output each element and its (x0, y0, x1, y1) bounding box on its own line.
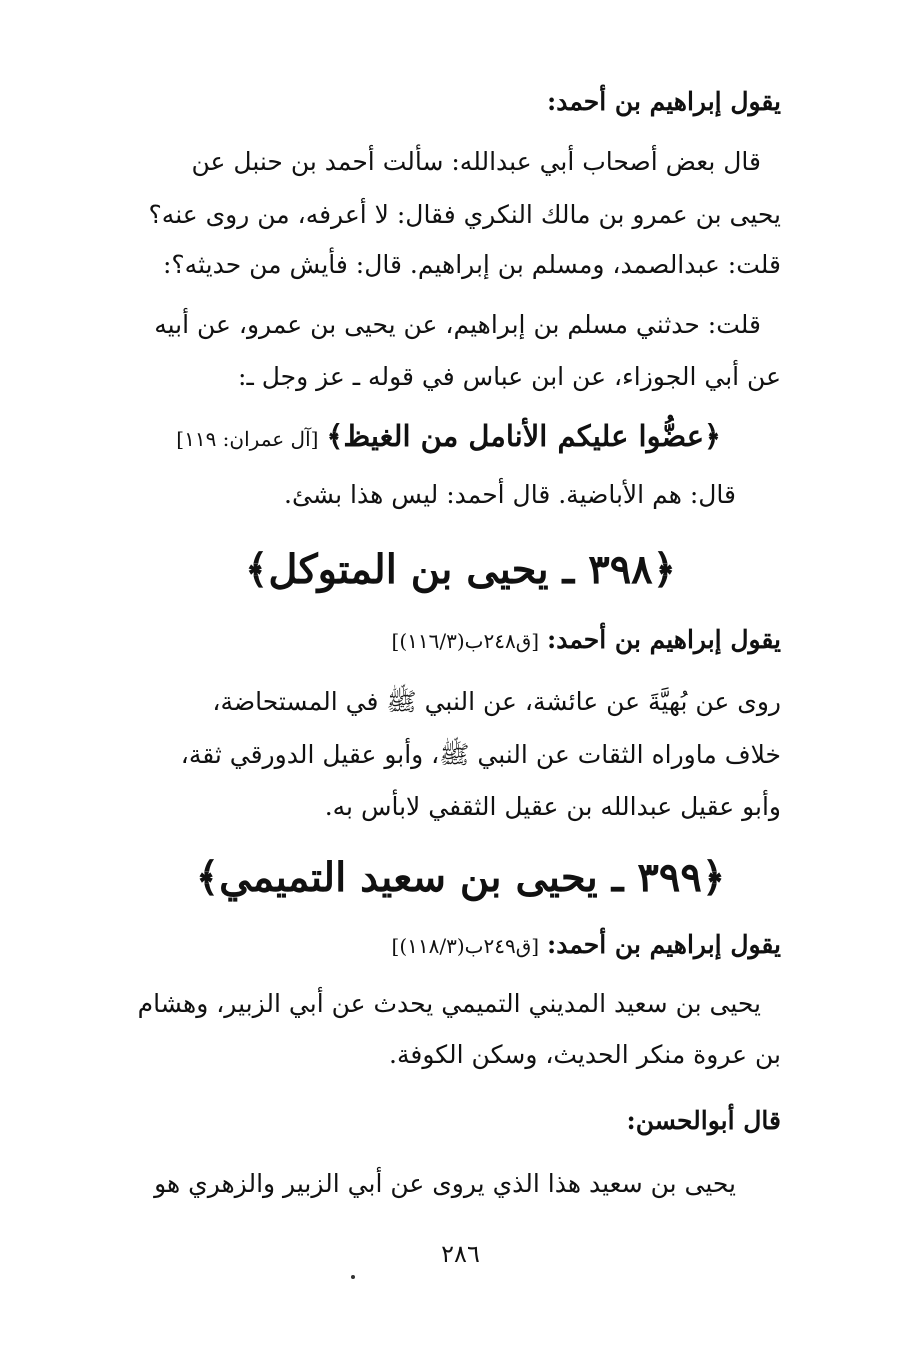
author-header: يقول إبراهيم بن أحمد: (547, 87, 781, 116)
author-header: يقول إبراهيم بن أحمد: (547, 930, 781, 959)
paragraph-line: يحيى بن سعيد المديني التميمي يحدث عن أبي الزبير، وهشام (137, 989, 761, 1018)
paragraph-line: قلت: عبدالصمد، ومسلم بن إبراهيم. قال: فأيش من حديثه؟: (162, 250, 781, 279)
quran-reference: [آل عمران: ١١٩] (176, 427, 319, 451)
author-header: يقول إبراهيم بن أحمد: (547, 625, 781, 654)
paragraph-line: وأبو عقيل عبدالله بن عقيل الثقفي لابأس به. (324, 792, 781, 821)
paragraph-line: بن عروة منكر الحديث، وسكن الكوفة. (389, 1040, 781, 1069)
paragraph-line: يحيى بن سعيد هذا الذي يروى عن أبي الزبير والزهري هو (154, 1169, 736, 1198)
page-number: ٢٨٦ (441, 1240, 480, 1268)
source-reference: [ق٢٤٨ب(١١٦/٣)] (391, 629, 540, 653)
paragraph-line: خلاف ماوراه الثقات عن النبي ﷺ، وأبو عقيل الدورقي ثقة، (180, 740, 781, 769)
abulhasan-header: قال أبوالحسن: (626, 1106, 781, 1135)
entry-heading: ﴿٣٩٨ ـ يحيى بن المتوكل﴾ (244, 546, 677, 593)
paragraph-line: قال بعض أصحاب أبي عبدالله: سألت أحمد بن حنبل عن (191, 147, 761, 176)
author-header-line (141, 618, 781, 662)
paragraph-line: عن أبي الجوزاء، عن ابن عباس في قوله ـ عز وجل ـ: (238, 362, 781, 391)
quran-verse: ﴿عضُّوا عليكم الأنامل من الغيظ﴾ (326, 419, 721, 453)
paragraph-line: قال: هم الأباضية. قال أحمد: ليس هذا بشئ. (284, 480, 736, 509)
paragraph-line: روى عن بُهيَّةَ عن عائشة، عن النبي ﷺ في المستحاضة، (212, 687, 781, 716)
paragraph-line: قلت: حدثني مسلم بن إبراهيم، عن يحيى بن عمرو، عن أبيه (154, 310, 761, 339)
quran-verse-line (176, 412, 721, 460)
source-reference: [ق٢٤٩ب(١١٨/٣)] (391, 934, 540, 958)
entry-heading: ﴿٣٩٩ ـ يحيى بن سعيد التميمي﴾ (195, 854, 726, 901)
ink-dot (351, 1275, 355, 1279)
paragraph-line: يحيى بن عمرو بن مالك النكري فقال: لا أعرفه، من روى عنه؟ (148, 200, 781, 229)
author-header-line (141, 923, 781, 967)
